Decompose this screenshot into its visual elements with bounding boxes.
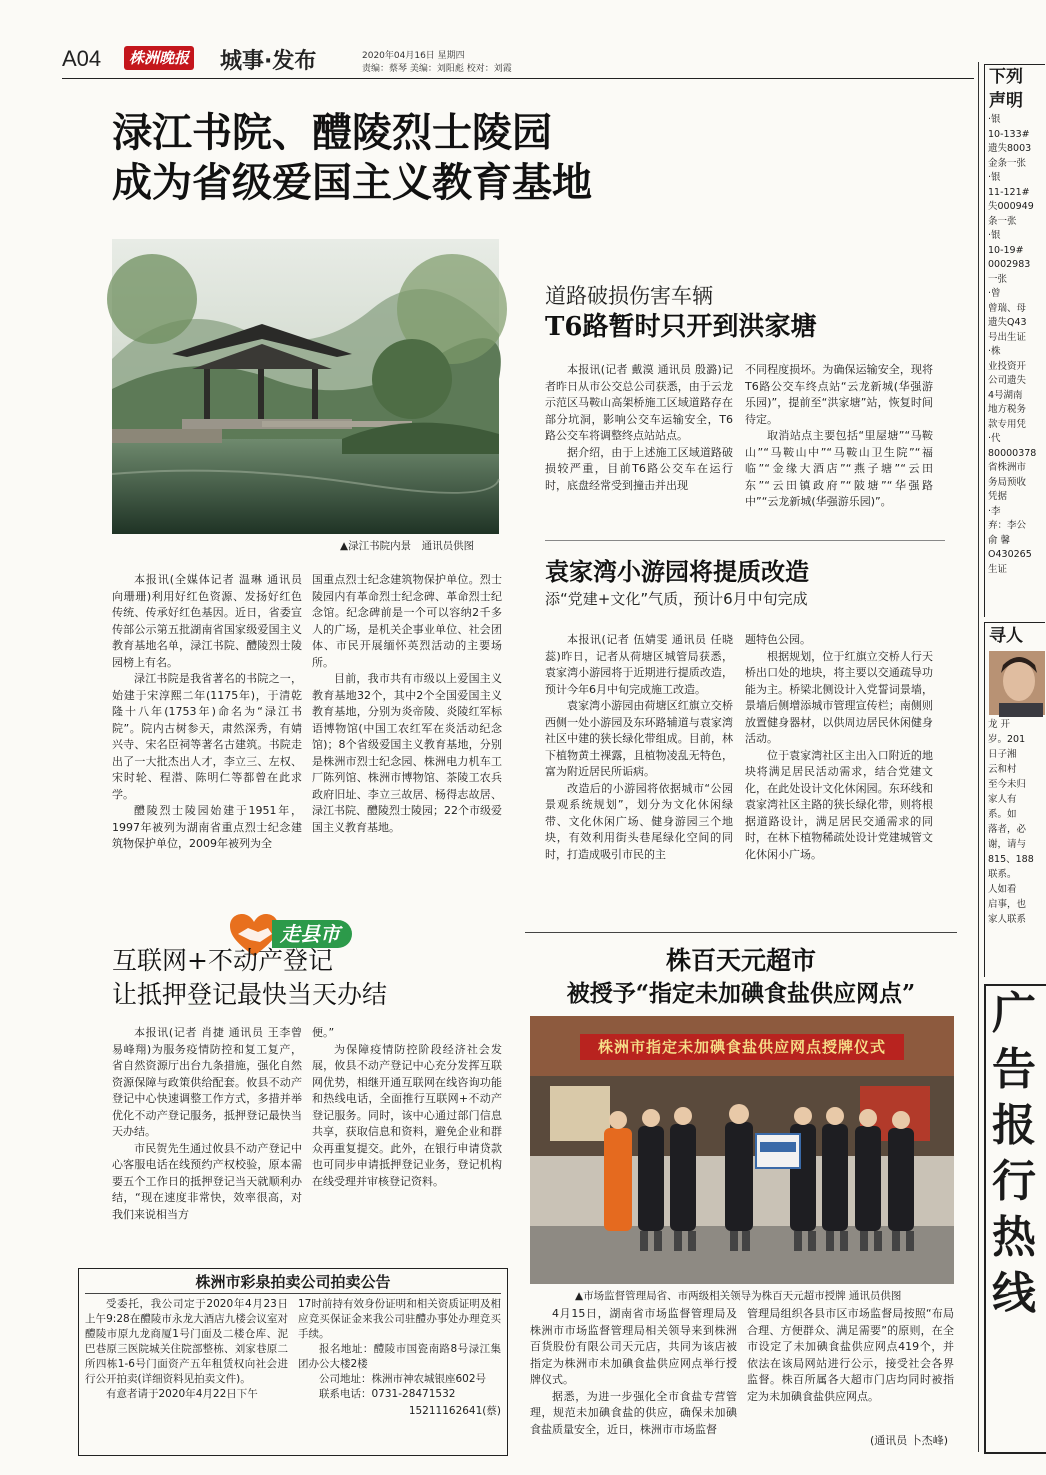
story5-headline <box>525 944 957 1010</box>
notice-line: 省株洲市 <box>988 462 1027 473</box>
missing-line: 落者，必 <box>988 824 1027 835</box>
missing-line: 家人有 <box>988 794 1017 805</box>
notice-line: ·株 <box>988 346 1001 357</box>
auction-para: 17时前持有效身份证明和相关资质证明及相应竞买保证金来我公司驻醴办事处办理竞买手续。 <box>298 1298 501 1340</box>
notice-line: 4号湖南 <box>988 389 1023 401</box>
notice-title-bottom: 声明 <box>989 91 1023 111</box>
story1-column-2 <box>312 572 502 836</box>
ad-char: 行 <box>992 1156 1036 1207</box>
auction-phone: 15211162641(蔡) <box>408 1405 501 1417</box>
auction-title: 株洲市彩泉拍卖公司拍卖公告 <box>85 1271 501 1294</box>
right-column-divider <box>978 62 979 1452</box>
story5-photo <box>530 1016 954 1284</box>
story1-photo-caption: ▲渌江书院内景 通讯员供图 <box>340 540 475 552</box>
story5-title-line1: 株百天元超市 <box>665 946 816 975</box>
notice-line: 俞 馨 <box>988 534 1011 546</box>
notice-line: 金条一张 <box>988 157 1027 169</box>
story2-para: 取消站点主要包括“里屋塘”“马鞍山”“马鞍山中”“马鞍山卫生院”“福临”“金缘大酒店”“燕子塘”“云田东”“云田镇政府”“陂塘”“华强路中”“云龙新城(华强游乐园)”。 <box>745 429 933 508</box>
story4-para: 市民贺先生通过攸县不动产登记中心客服电话在线预约产权校验，原本需要五个工作日的抵押登记当天就顺利办结，“现在速度非常快，效率很高，对我们来说相当方 <box>112 1141 302 1221</box>
notice-line: 10-19# <box>988 244 1024 256</box>
notice-line: 号出生证 <box>988 331 1027 343</box>
story4-column-1 <box>112 1025 302 1223</box>
story4-column-2 <box>312 1025 502 1190</box>
story5-column-1 <box>530 1306 737 1438</box>
story1-para: 醴陵烈士陵园始建于1951年，1997年被列为湖南省重点烈士纪念建筑物保护单位，2009年被列为全 <box>112 804 302 850</box>
notice-line: 弃：李公 <box>988 520 1027 531</box>
missing-person-photo <box>989 651 1045 715</box>
ad-char: 线 <box>992 1268 1036 1319</box>
story3-para: 位于袁家湾社区主出入口附近的地块将满足居民活动需求，结合党建文化，在此处设计文化休闲园。东环线和袁家湾社区主路的狭长绿化带，则将根据道路设计，满足居民交通需求的同时，在林下植物稀疏处设计党建城管文化休闲小广场。 <box>745 748 933 861</box>
auction-para: 受委托，我公司定于2020年4月23日上午9:28在醴陵市永龙大酒店九楼会议室对醴陵市原九龙商厦1号门面及二楼仓库、泥巴巷原三医院城关住院部整栋、刘家巷原二所四栋1-6号门面资产五年租赁权向社会进行公开拍卖(详细资料见拍卖文件)。 <box>85 1298 288 1385</box>
story1-para: 渌江书院是我省著名的书院之一，始建于宋淳熙二年(1175年)，于清乾隆十八年(1753年)命名为“渌江书院”。院内古树参天，肃然深秀，有婧兴寺、宋名臣祠等著名古建筑。书院走出了一大批杰出人才，李立三、左权、宋时轮、程潜、陈明仁等都曾在此求学。 <box>112 672 302 801</box>
missing-title: 寻人 <box>989 626 1023 646</box>
story1-title-line2: 成为省级爱国主义教育基地 <box>112 159 592 206</box>
missing-line: 云和村 <box>988 764 1017 775</box>
story1-para: 本报讯(全媒体记者 温琳 通讯员 向珊珊)利用好红色资源、发扬好红色传统、传承好红色基因。近日，省委宣传部公示第五批湖南省国家级爱国主义教育基地名单，渌江书院、醴陵烈士陵园榜上有名。 <box>112 573 302 669</box>
notice-line: 遗失8003 <box>988 143 1032 154</box>
header-rule <box>62 78 974 79</box>
county-banner-label: 走县市 <box>272 920 352 948</box>
auction-para: 公司地址：株洲市神农城银座602号 <box>319 1373 487 1385</box>
missing-line: 龙 开 <box>988 719 1011 730</box>
story5-top-rule <box>525 932 957 933</box>
notice-line: 生证 <box>988 563 1008 575</box>
missing-line: 岁。201 <box>988 734 1026 745</box>
story4-title-line1: 互联网+不动产登记 <box>112 946 333 975</box>
notice-line: ·银 <box>988 230 1001 241</box>
missing-line: 系。如 <box>988 809 1017 820</box>
story5-byline: (通讯员 卜杰峰) <box>870 1434 949 1447</box>
ad-char: 热 <box>992 1212 1036 1263</box>
story4-para: 为保障疫情防控阶段经济社会发展，攸县不动产登记中心充分发挥互联网优势，相继开通互联网在线咨询功能和热线电话，全面推行互联网+不动产登记服务。同时，该中心通过部门信息共享，获取信息和资料，避免企业和群众再重复提交。此外，在银行申请贷款也可同步申请抵押登记业务，登记机构在线受理并审核登记资料。 <box>312 1042 502 1188</box>
story2-para: 不同程度损坏。为确保运输安全，现将T6路公交车终点站“云龙新城(华强游乐园)”，提前至“洪家塘”站，恢复时间待定。 <box>745 363 933 426</box>
notice-line: 遗失Q43 <box>988 317 1027 328</box>
missing-line: 日子湘 <box>988 749 1017 760</box>
notice-line: 凭据 <box>988 491 1008 502</box>
notice-line: 80000378 <box>988 447 1037 459</box>
story3-column-1 <box>545 632 733 863</box>
story2-para: 本报讯(记者 戴漠 通讯员 殷潞)记者昨日从市公交总公司获悉，由于云龙示范区马鞍山高架桥施工区域道路存在部分坑洞，影响公交车运输安全，T6路公交车将调整终点站站点。 <box>545 363 733 442</box>
story4-title-line2: 让抵押登记最快当天办结 <box>112 980 388 1009</box>
header-editors: 责编：蔡琴 美编：刘阳彪 校对：刘霞 <box>362 64 512 74</box>
story3-headline <box>545 556 945 610</box>
notice-line: ·银 <box>988 114 1001 125</box>
story5-para: 管理局组织各县市区市场监督局按照“布局合理、方便群众、满足需要”的原则，在全市设定了未加碘食盐供应网点419个，并依法在该局网站进行公示，接受社会各界监督。株百所属各大超市门店均同时被指定为未加碘食盐供应网点。 <box>747 1307 954 1403</box>
story3-para: 根据规划，位于红旗立交桥人行天桥出口处的地块，将主要以交通疏导功能为主。桥梁北侧设计入党誓词景墙，景墙后侧增添城市管理宣传栏；南侧则放置健身器材，以供周边居民休闲健身活动。 <box>745 649 933 745</box>
story1-photo <box>112 239 499 534</box>
missing-line: 家人联系 <box>988 914 1027 925</box>
notice-line: 曾瑞、母 <box>988 302 1027 314</box>
pavilion-photo-illustration <box>112 239 499 534</box>
story2-para: 据介绍，由于上述施工区域道路破损较严重，目前T6路公交车在运行时，底盘经常受到撞击并出现 <box>545 445 733 492</box>
header-date: 2020年04月16日 星期四 <box>362 51 465 61</box>
story2-bottom-rule <box>545 540 945 541</box>
ad-hotline-box <box>984 984 1046 1454</box>
story3-para: 本报讯(记者 伍婧雯 通讯员 任晓蕊)昨日，记者从荷塘区城管局获悉，袁家湾小游园将于近期进行提质改造，预计今年6月中旬完成施工改造。 <box>545 633 733 696</box>
missing-person-box <box>984 622 1045 977</box>
story3-column-2 <box>745 632 933 863</box>
page-header <box>62 44 527 76</box>
auction-para: 有意者请于2020年4月22日下午 <box>106 1388 258 1400</box>
missing-line: 人如看 <box>988 884 1017 895</box>
auction-notice <box>78 1268 508 1456</box>
notice-line: ·代 <box>988 433 1001 444</box>
story1-column-1 <box>112 572 302 853</box>
story1-headline <box>112 108 712 208</box>
missing-line: 联系。 <box>988 869 1017 880</box>
auction-column-1 <box>85 1297 288 1402</box>
story5-para: 据悉，为进一步强化全市食盐专营管理，规范未加碘食盐的供应，确保未加碘食盐质量安全，近日，株洲市市场监督 <box>530 1389 737 1436</box>
notice-line: 务局预收 <box>988 476 1027 488</box>
notice-line: 地方税务 <box>988 404 1027 415</box>
story2-column-1 <box>545 362 733 494</box>
person-portrait-icon <box>989 651 1045 715</box>
story4-headline <box>112 944 512 1012</box>
notice-line: ·银 <box>988 172 1001 183</box>
story1-para: 国重点烈士纪念建筑物保护单位。烈士陵园内有革命烈士纪念碑、革命烈士纪念馆。纪念碑前是一个可以容纳2千多人的广场，是机关企事业单位、社会团体、市民开展缅怀英烈活动的主要场所。 <box>312 573 502 669</box>
story2-title-line2: T6路暂时只开到洪家塘 <box>545 312 817 342</box>
paper-logo: 株洲晚报 <box>124 46 194 70</box>
ad-char: 报 <box>992 1100 1036 1151</box>
auction-para: 报名地址：醴陵市国瓷南路8号渌江集团办公大楼2楼 <box>298 1343 501 1370</box>
notice-line: 公司遗失 <box>988 375 1027 386</box>
missing-lines <box>985 717 1045 927</box>
ad-hotline-chars <box>986 986 1046 1322</box>
notice-lines <box>985 113 1045 577</box>
notice-line: 款专用凭 <box>988 418 1027 430</box>
story3-para: 题特色公园。 <box>745 633 811 646</box>
notice-line: O430265 <box>988 549 1032 560</box>
story3-subtitle: 添“党建+文化”气质，预计6月中旬完成 <box>545 590 808 608</box>
story5-para: 4月15日，湖南省市场监督管理局及株洲市市场监督管理局相关领导来到株洲百货股份有限公司天元店，共同为该店被指定为株洲市未加碘食盐供应网点举行授牌仪式。 <box>530 1307 737 1386</box>
notice-line: 一张 <box>988 273 1008 285</box>
story5-photo-caption: ▲市场监督管理局省、市两级相关领导为株百天元超市授牌 通讯员供图 <box>575 1290 902 1302</box>
notice-line: ·曾 <box>988 288 1001 299</box>
story2-column-2 <box>745 362 933 511</box>
ceremony-banner: 株洲市指定未加碘食盐供应网点授牌仪式 <box>580 1034 904 1060</box>
story3-para: 袁家湾小游园由荷塘区红旗立交桥西侧一处小游园及东环路辅道与袁家湾社区中建的狭长绿化带组成。目前，林下植物黄土裸露，且植物凌乱无特色，富为附近居民所诟病。 <box>545 699 733 778</box>
story5-column-2 <box>747 1306 954 1405</box>
story4-para: 便。” <box>312 1026 335 1039</box>
notice-line: 10-133# <box>988 128 1030 140</box>
missing-line: 启事，也 <box>988 899 1027 910</box>
story3-para: 改造后的小游园将依据城市“公园景观系统规划”，划分为文化休闲绿带、文化休闲广场、健身游园三个地块，有效利用街头巷尾绿化空间的同时，打造成吸引市民的主 <box>545 781 733 861</box>
lost-notice-box <box>984 64 1045 617</box>
auction-column-2 <box>298 1297 501 1419</box>
missing-line: 至今未归 <box>988 779 1027 790</box>
notice-line: 条一张 <box>988 215 1017 227</box>
story1-title-line1: 渌江书院、醴陵烈士陵园 <box>112 109 552 156</box>
page-number: A04 <box>62 46 102 71</box>
notice-line: 0002983 <box>988 259 1031 270</box>
missing-line: 谢，请与 <box>988 839 1027 850</box>
notice-line: 失000949 <box>988 201 1034 212</box>
story2-headline <box>545 282 945 344</box>
ad-char: 告 <box>992 1044 1036 1095</box>
missing-line: 815、188 <box>988 854 1034 865</box>
notice-line: 业投资开 <box>988 360 1027 372</box>
section-title: 城事·发布 <box>220 49 317 74</box>
notice-line: 11-121# <box>988 186 1030 198</box>
notice-title-top: 下列 <box>989 67 1023 87</box>
story4-para: 本报讯(记者 肖捷 通讯员 王李曾 易峰翔)为服务疫情防控和复工复产，省自然资源厅出台九条措施，强化自然资源保障与政策供给配套。攸县不动产登记中心快速调整工作方式，多措并举优化不动产登记服务，抵押登记最快当天办结。 <box>112 1026 302 1138</box>
story5-title-line2: 被授予“指定未加碘食盐供应网点” <box>566 980 916 1007</box>
story2-title-line1: 道路破损伤害车辆 <box>545 284 713 308</box>
story1-para: 目前，我市共有市级以上爱国主义教育基地32个，其中2个全国爱国主义教育基地，分别为炎帝陵、炎陵红军标语博物馆(中国工农红军在炎活动纪念馆)；8个省级爱国主义教育基地，分别是株洲市烈士纪念园、株洲电力机车工厂陈列馆、株洲市博物馆、茶陵工农兵政府旧址、李立三故居、杨得志故居、渌江书院、醴陵烈士陵园；22个市级爱国主义教育基地。 <box>312 672 502 834</box>
story3-title: 袁家湾小游园将提质改造 <box>545 557 809 586</box>
notice-line: ·李 <box>988 505 1001 517</box>
ad-char: 广 <box>992 988 1036 1039</box>
auction-para: 联系电话：0731-28471532 <box>319 1388 456 1400</box>
